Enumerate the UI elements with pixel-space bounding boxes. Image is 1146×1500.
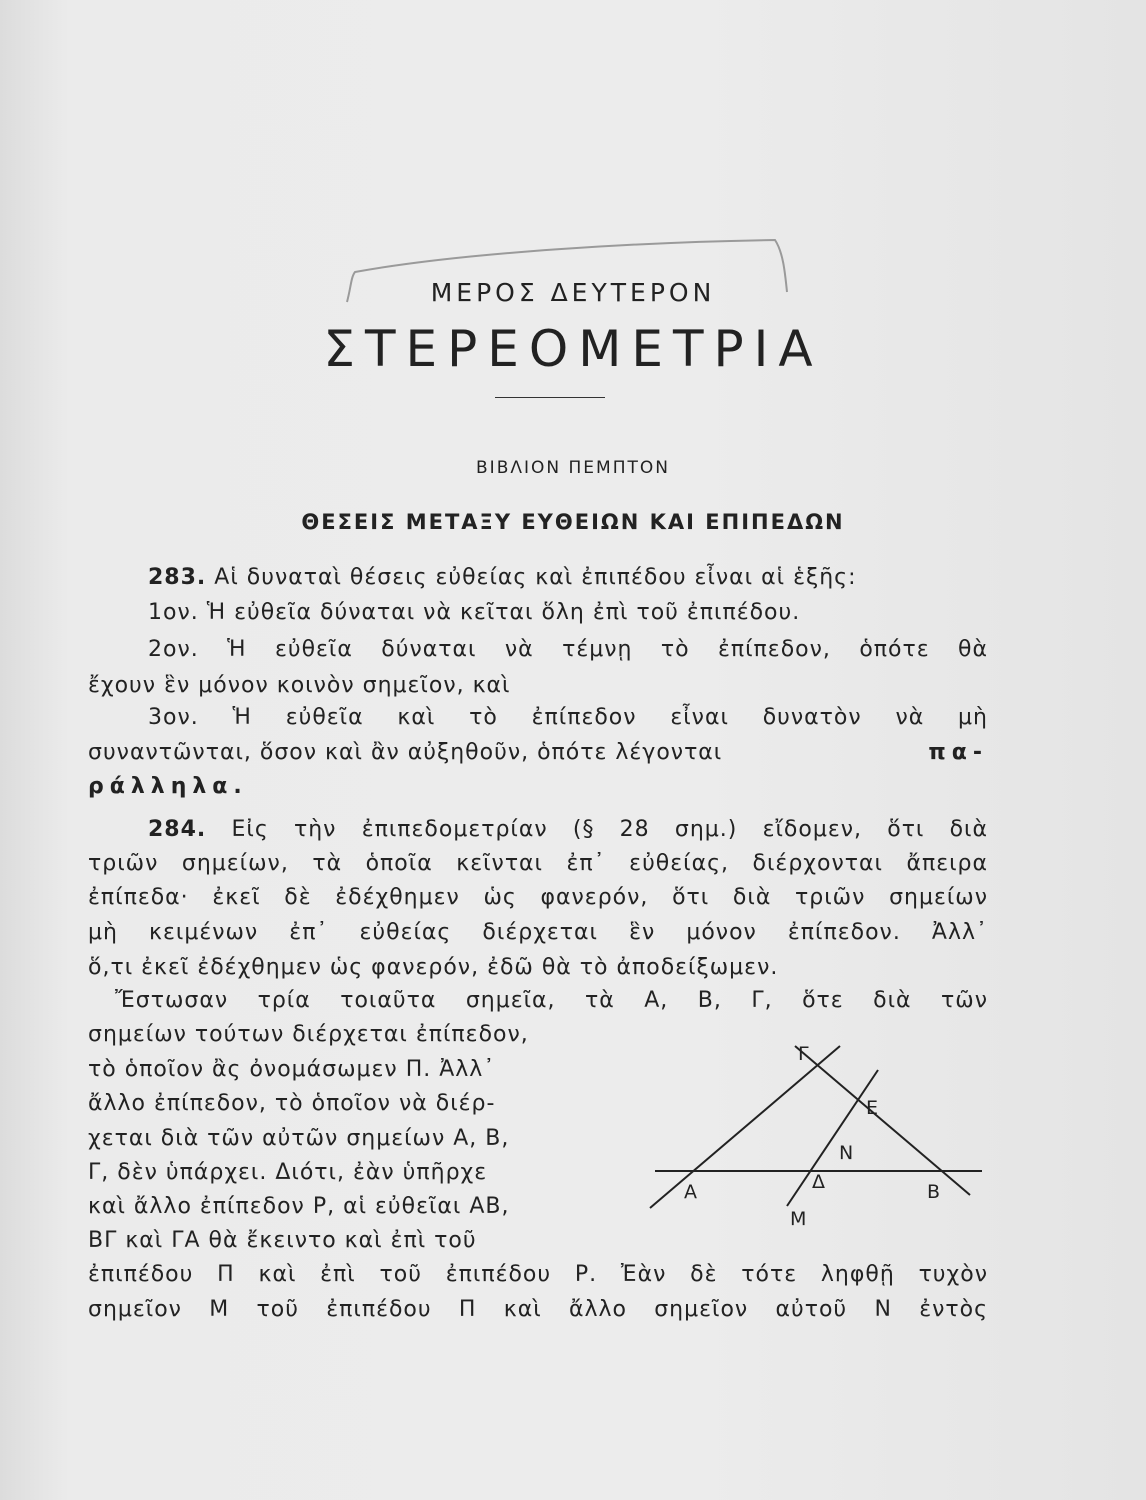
label-alpha: Α bbox=[684, 1181, 697, 1203]
paragraph-284-line-2: τριῶν σημείων, τὰ ὁποῖα κεῖνται ἐπ᾿ εὐθείας, διέρχονται ἄπειρα bbox=[88, 851, 988, 876]
paragraph-283-line-6: συναντῶνται, ὅσον καὶ ἂν αὐξηθοῦν, ὁπότε λέγονται πα- bbox=[88, 740, 988, 765]
paragraph-284-line-6: Ἔστωσαν τρία τοιαῦτα σημεῖα, τὰ Α, Β, Γ, ὅτε διὰ τῶν bbox=[115, 988, 988, 1013]
paragraph-283-line-2: 1ον. Ἡ εὐθεῖα δύναται νὰ κεῖται ὅλη ἐπὶ τοῦ ἐπιπέδου. bbox=[148, 600, 801, 625]
title-divider bbox=[495, 397, 605, 398]
paragraph-284-line-10: χεται διὰ τῶν αὐτῶν σημείων Α, Β, bbox=[88, 1126, 510, 1151]
part-label: ΜΕΡΟΣ ΔΕΥΤΕΡΟΝ bbox=[430, 278, 716, 307]
paragraph-284-line-12: καὶ ἄλλο ἐπίπεδον Ρ, αἱ εὐθεῖαι ΑΒ, bbox=[88, 1194, 510, 1219]
paragraph-283-line-7: ράλληλα. bbox=[88, 774, 248, 799]
paragraph-283-line-3: 2ον. Ἡ εὐθεῖα δύναται νὰ τέμνῃ τὸ ἐπίπεδον, ὁπότε θὰ bbox=[148, 637, 988, 662]
paragraph-284-line-15: σημεῖον Μ τοῦ ἐπιπέδου Π καὶ ἄλλο σημεῖον αὐτοῦ Ν ἐντὸς bbox=[88, 1297, 988, 1322]
paragraph-283-line-1: 283. Αἱ δυναταὶ θέσεις εὐθείας καὶ ἐπιπέδου εἶναι αἱ ἑξῆς: bbox=[148, 565, 857, 590]
paragraph-number: 283. bbox=[148, 565, 207, 590]
paragraph-284-line-3: ἐπίπεδα· ἐκεῖ δὲ ἐδέχθημεν ὡς φανερόν, ὅτι διὰ τριῶν σημείων bbox=[88, 885, 988, 910]
paragraph-284-line-4: μὴ κειμένων ἐπ᾿ εὐθείας διέρχεται ἓν μόνον ἐπίπεδον. Ἀλλ᾿ bbox=[88, 920, 988, 945]
paragraph-284-line-8: τὸ ὁποῖον ἂς ὀνομάσωμεν Π. Ἀλλ᾿ bbox=[88, 1057, 496, 1082]
paragraph-284-line-11: Γ, δὲν ὑπάρχει. Διότι, ἐὰν ὑπῆρχε bbox=[88, 1160, 488, 1185]
paragraph-284-line-9: ἄλλο ἐπίπεδον, τὸ ὁποῖον νὰ διέρ- bbox=[88, 1091, 496, 1116]
paragraph-284-line-1: 284. Εἰς τὴν ἐπιπεδομετρίαν (§ 28 σημ.) εἴδομεν, ὅτι διὰ bbox=[148, 817, 989, 842]
paragraph-284-line-13: ΒΓ καὶ ΓΑ θὰ ἔκειντο καὶ ἐπὶ τοῦ bbox=[88, 1228, 477, 1253]
page-title: ΣΤΕΡΕΟΜΕΤΡΙΑ bbox=[323, 320, 823, 378]
paragraph-284-line-7: σημείων τούτων διέρχεται ἐπίπεδον, bbox=[88, 1022, 529, 1047]
label-delta: Δ bbox=[812, 1171, 825, 1193]
paragraph-283-line-5: 3ον. Ἡ εὐθεῖα καὶ τὸ ἐπίπεδον εἶναι δυνατὸν νὰ μὴ bbox=[148, 705, 988, 730]
book-label: ΒΙΒΛΙΟΝ ΠΕΜΠΤΟΝ bbox=[476, 458, 670, 478]
paragraph-284-line-14: ἐπιπέδου Π καὶ ἐπὶ τοῦ ἐπιπέδου Ρ. Ἐὰν δὲ τότε ληφθῇ τυχὸν bbox=[88, 1262, 988, 1287]
label-beta: Β bbox=[927, 1181, 941, 1203]
label-mu: Μ bbox=[790, 1208, 807, 1230]
section-heading: ΘΕΣΕΙΣ ΜΕΤΑΞΥ ΕΥΘΕΙΩΝ ΚΑΙ ΕΠΙΠΕΔΩΝ bbox=[301, 510, 845, 534]
line-mn bbox=[787, 1070, 878, 1206]
paragraph-284-line-5: ὅ,τι ἐκεῖ ἐδέχθημεν ὡς φανερόν, ἐδῶ θὰ τὸ ἀποδείξωμεν. bbox=[88, 955, 779, 980]
label-gamma: Γ bbox=[798, 1043, 809, 1065]
label-nu: Ν bbox=[839, 1142, 854, 1164]
paragraph-number: 284. bbox=[148, 817, 207, 842]
triangle-diagram bbox=[640, 1040, 990, 1230]
paragraph-283-line-4: ἔχουν ἓν μόνον κοινὸν σημεῖον, καὶ bbox=[88, 673, 511, 698]
label-epsilon: Ε bbox=[866, 1097, 879, 1119]
